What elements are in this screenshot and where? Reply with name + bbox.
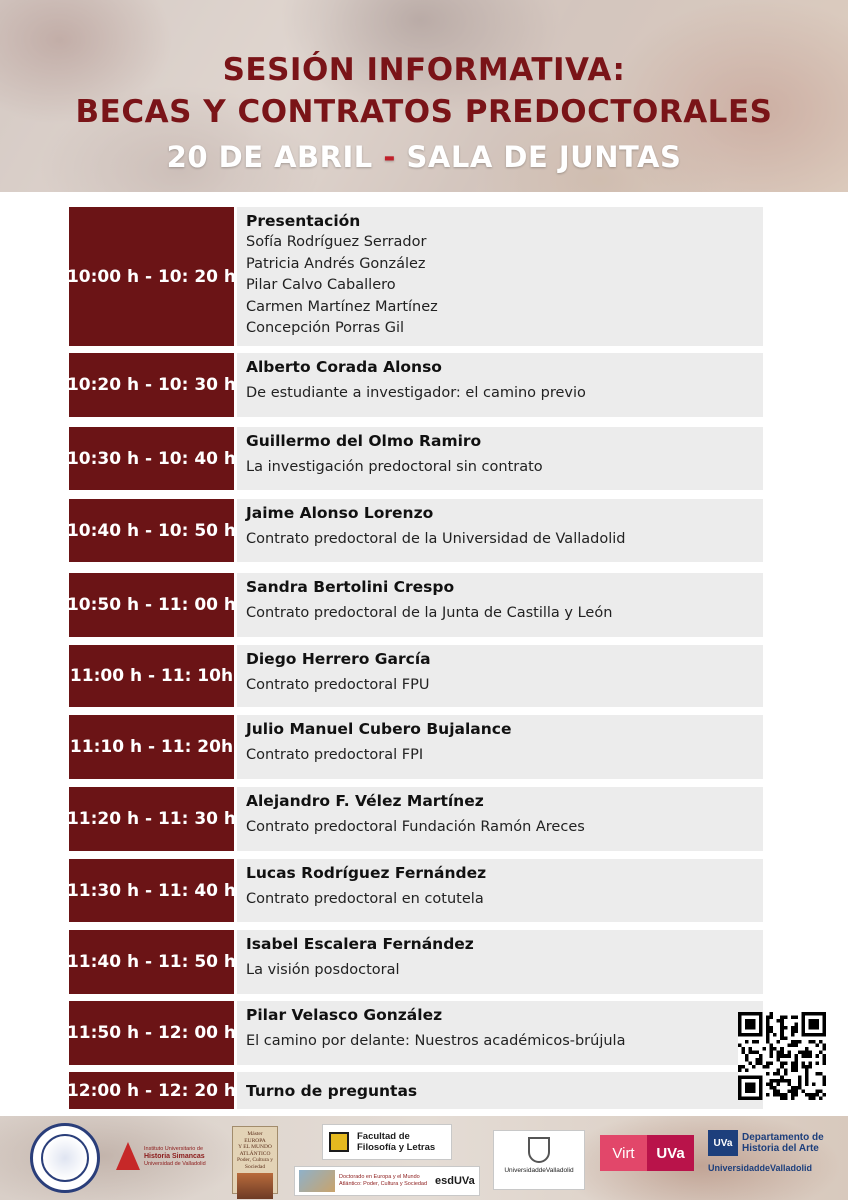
time-slot: 11:30 h - 11: 40 h	[69, 859, 234, 922]
uva-logo	[493, 1130, 585, 1190]
time-slot: 10:30 h - 10: 40 h	[69, 427, 234, 490]
schedule-row	[66, 573, 763, 637]
book-artwork-icon	[237, 1173, 273, 1199]
time-slot: 11:40 h - 11: 50 h	[69, 930, 234, 994]
presenter-name: Concepción Porras Gil	[246, 320, 405, 336]
header-banner	[0, 0, 848, 192]
doctorado-image-icon	[299, 1170, 335, 1192]
book-line: EUROPA	[244, 1137, 266, 1144]
presenter-name: Carmen Martínez Martínez	[246, 298, 438, 315]
title-line-1: SESIÓN INFORMATIVA:	[222, 52, 626, 88]
talk-topic: Contrato predoctoral de la Junta de Castilla y León	[246, 605, 613, 621]
uva-crest-icon	[528, 1137, 550, 1163]
session-info	[237, 645, 763, 707]
time-slot: 11:10 h - 11: 20h	[69, 715, 234, 779]
schedule-row	[66, 859, 763, 922]
qr-code[interactable]	[738, 1012, 826, 1100]
presenter-name: Sofía Rodríguez Serrador	[246, 234, 427, 250]
virtuva-logo	[600, 1135, 694, 1171]
simancas-university: Universidad de Valladolid	[144, 1161, 206, 1167]
time-slot: 10:40 h - 10: 50 h	[69, 499, 234, 562]
book-line: Máster	[247, 1131, 263, 1137]
book-line: ATLÁNTICO	[239, 1150, 271, 1157]
talk-topic: Contrato predoctoral FPU	[246, 677, 430, 693]
session-title: Turno de preguntas	[246, 1081, 418, 1100]
master-book-logo	[232, 1126, 278, 1194]
simancas-mark-icon	[116, 1142, 140, 1170]
instituto-simancas-logo	[116, 1140, 212, 1184]
dpto-text: Departamento de	[742, 1131, 824, 1143]
speaker-name: Jaime Alonso Lorenzo	[246, 504, 434, 522]
uva-badge: UVa	[708, 1130, 738, 1156]
schedule-row	[66, 1001, 763, 1065]
simancas-title: Historia Simancas	[144, 1153, 205, 1160]
session-info	[237, 499, 763, 562]
session-info	[237, 353, 763, 417]
session-title: Presentación	[246, 212, 361, 230]
event-place: SALA DE JUNTAS	[406, 140, 682, 174]
session-info	[237, 1001, 763, 1065]
schedule-row	[66, 353, 763, 417]
time-slot: 10:20 h - 10: 30 h	[69, 353, 234, 417]
virt-uva-text: UVa	[647, 1135, 694, 1171]
simancas-text: Instituto Universitario de	[144, 1146, 203, 1152]
session-info	[237, 715, 763, 779]
speaker-name: Guillermo del Olmo Ramiro	[246, 432, 482, 450]
book-line: Y EL MUNDO	[238, 1144, 272, 1150]
uva-text: UniversidaddeValladolid	[504, 1167, 574, 1174]
event-date: 20 DE ABRIL	[166, 140, 373, 174]
footer-logos	[0, 1116, 848, 1200]
session-info	[237, 1072, 763, 1109]
dpto-university: UniversidaddeValladolid	[708, 1163, 813, 1173]
session-info	[237, 427, 763, 490]
doctorado-text: Doctorado en Europa y el Mundo Atlántico: Poder, Cultura y Sociedad	[339, 1174, 428, 1187]
time-slot: 10:50 h - 11: 00 h	[69, 573, 234, 637]
talk-topic: Contrato predoctoral de la Universidad de Valladolid	[246, 531, 626, 547]
speaker-name: Alberto Corada Alonso	[246, 358, 442, 376]
session-info	[237, 787, 763, 851]
session-info	[237, 573, 763, 637]
presenter-name: Patricia Andrés González	[246, 255, 426, 272]
facultad-logo	[322, 1124, 452, 1160]
esduva-text: esdUVa	[435, 1175, 475, 1187]
talk-topic: El camino por delante: Nuestros académicos-brújula	[246, 1033, 626, 1049]
speaker-name: Sandra Bertolini Crespo	[246, 578, 455, 596]
facultad-mark-icon	[329, 1132, 349, 1152]
schedule-row	[66, 207, 763, 346]
speaker-name: Pilar Velasco González	[246, 1006, 443, 1024]
talk-topic: La investigación predoctoral sin contrato	[246, 459, 543, 475]
date-separator: -	[383, 140, 396, 174]
session-info	[237, 207, 763, 346]
schedule-row	[69, 645, 763, 707]
book-line: Poder, Cultura y Sociedad	[237, 1157, 273, 1170]
seal-emblem-icon	[41, 1134, 89, 1182]
schedule-row	[69, 715, 763, 779]
time-slot: 11:20 h - 11: 30 h	[69, 787, 234, 851]
schedule-row	[66, 427, 763, 490]
talk-topic: De estudiante a investigador: el camino previo	[246, 385, 586, 401]
departamento-logo	[708, 1130, 834, 1190]
schedule-row	[66, 787, 763, 851]
speaker-name: Alejandro F. Vélez Martínez	[246, 792, 484, 810]
virt-text: Virt	[600, 1135, 647, 1171]
schedule-row	[66, 1072, 763, 1109]
talk-topic: Contrato predoctoral Fundación Ramón Areces	[246, 819, 585, 835]
time-slot: 12:00 h - 12: 20 h	[69, 1072, 234, 1109]
title-line-2: BECAS Y CONTRATOS PREDOCTORALES	[75, 94, 773, 130]
session-info	[237, 859, 763, 922]
presenter-name: Pilar Calvo Caballero	[246, 277, 396, 293]
university-seal-logo	[30, 1123, 100, 1193]
presenter-list	[246, 232, 753, 340]
speaker-name: Isabel Escalera Fernández	[246, 935, 474, 953]
date-place-line	[0, 140, 848, 174]
session-info	[237, 930, 763, 994]
talk-topic: Contrato predoctoral FPI	[246, 747, 424, 763]
doctorado-logo	[294, 1166, 480, 1196]
schedule-row	[66, 930, 763, 994]
dpto-text: Historia del Arte	[742, 1143, 819, 1154]
talk-topic: Contrato predoctoral en cotutela	[246, 891, 484, 907]
time-slot: 10:00 h - 10: 20 h	[69, 207, 234, 346]
schedule-row	[66, 499, 763, 562]
speaker-name: Lucas Rodríguez Fernández	[246, 864, 487, 882]
facultad-text: Facultad de	[357, 1131, 410, 1142]
facultad-text: Filosofía y Letras	[357, 1142, 436, 1153]
speaker-name: Diego Herrero García	[246, 650, 431, 668]
time-slot: 11:50 h - 12: 00 h	[69, 1001, 234, 1065]
time-slot: 11:00 h - 11: 10h	[69, 645, 234, 707]
talk-topic: La visión posdoctoral	[246, 962, 400, 978]
speaker-name: Julio Manuel Cubero Bujalance	[246, 720, 512, 738]
